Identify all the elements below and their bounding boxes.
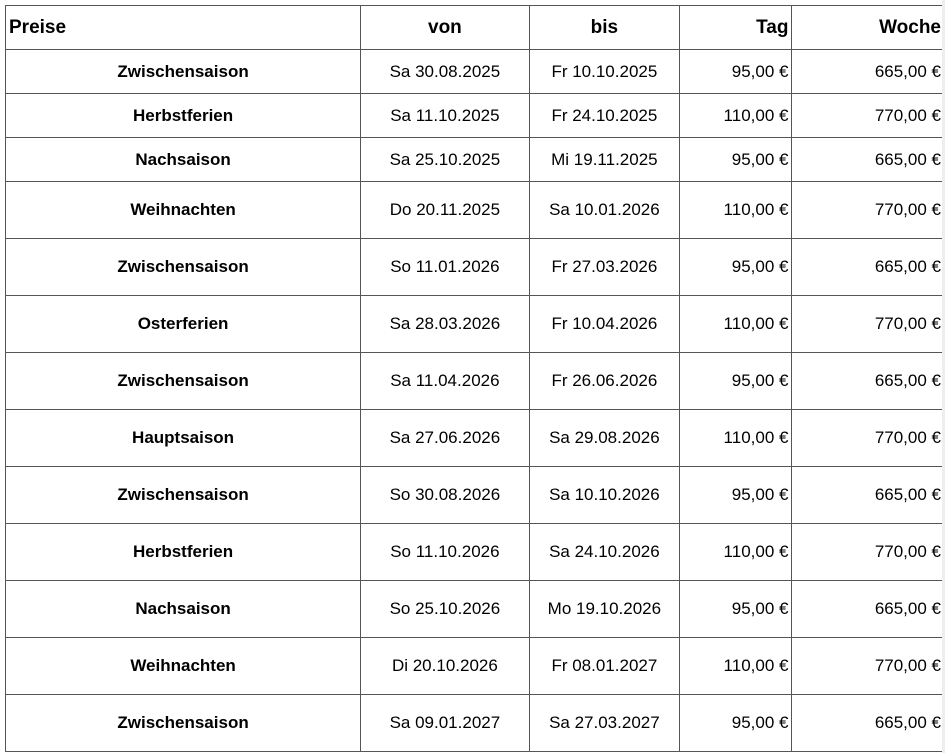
table-row — [6, 138, 945, 182]
day-price-cell[interactable]: 110,00 € — [680, 638, 792, 695]
from-date-cell[interactable]: Do 20.11.2025 — [361, 182, 530, 239]
table-row — [6, 410, 945, 467]
from-date-cell[interactable]: Sa 30.08.2025 — [361, 50, 530, 94]
to-date-cell[interactable]: Sa 24.10.2026 — [529, 524, 679, 581]
week-price-cell[interactable]: 770,00 € — [792, 94, 945, 138]
to-date-cell[interactable]: Mo 19.10.2026 — [529, 581, 679, 638]
week-price-cell[interactable]: 665,00 € — [792, 581, 945, 638]
week-price-cell[interactable]: 770,00 € — [792, 296, 945, 353]
season-cell[interactable]: Nachsaison — [6, 581, 361, 638]
from-date-cell[interactable]: Sa 11.04.2026 — [361, 353, 530, 410]
season-cell[interactable]: Zwischensaison — [6, 50, 361, 94]
to-date-cell[interactable]: Fr 26.06.2026 — [529, 353, 679, 410]
table-row — [6, 695, 945, 752]
to-date-cell[interactable]: Fr 08.01.2027 — [529, 638, 679, 695]
to-date-cell[interactable]: Fr 10.04.2026 — [529, 296, 679, 353]
from-date-cell[interactable]: So 11.10.2026 — [361, 524, 530, 581]
to-date-cell[interactable]: Sa 29.08.2026 — [529, 410, 679, 467]
to-date-cell[interactable]: Sa 10.10.2026 — [529, 467, 679, 524]
table-row — [6, 581, 945, 638]
day-price-cell[interactable]: 110,00 € — [680, 524, 792, 581]
day-price-cell[interactable]: 95,00 € — [680, 467, 792, 524]
header-tag[interactable]: Tag — [680, 6, 792, 50]
from-date-cell[interactable]: Di 20.10.2026 — [361, 638, 530, 695]
from-date-cell[interactable]: Sa 28.03.2026 — [361, 296, 530, 353]
day-price-cell[interactable]: 95,00 € — [680, 239, 792, 296]
season-cell[interactable]: Nachsaison — [6, 138, 361, 182]
day-price-cell[interactable]: 110,00 € — [680, 296, 792, 353]
week-price-cell[interactable]: 665,00 € — [792, 467, 945, 524]
to-date-cell[interactable]: Sa 27.03.2027 — [529, 695, 679, 752]
week-price-cell[interactable]: 665,00 € — [792, 138, 945, 182]
week-price-cell[interactable]: 665,00 € — [792, 695, 945, 752]
table-row — [6, 239, 945, 296]
from-date-cell[interactable]: So 11.01.2026 — [361, 239, 530, 296]
season-cell[interactable]: Zwischensaison — [6, 239, 361, 296]
week-price-cell[interactable]: 770,00 € — [792, 638, 945, 695]
table-row — [6, 638, 945, 695]
week-price-cell[interactable]: 770,00 € — [792, 524, 945, 581]
season-cell[interactable]: Herbstferien — [6, 94, 361, 138]
season-cell[interactable]: Hauptsaison — [6, 410, 361, 467]
table-row — [6, 94, 945, 138]
to-date-cell[interactable]: Mi 19.11.2025 — [529, 138, 679, 182]
table-row — [6, 296, 945, 353]
to-date-cell[interactable]: Sa 10.01.2026 — [529, 182, 679, 239]
week-price-cell[interactable]: 770,00 € — [792, 410, 945, 467]
day-price-cell[interactable]: 95,00 € — [680, 353, 792, 410]
season-cell[interactable]: Zwischensaison — [6, 353, 361, 410]
from-date-cell[interactable]: So 30.08.2026 — [361, 467, 530, 524]
season-cell[interactable]: Zwischensaison — [6, 695, 361, 752]
from-date-cell[interactable]: Sa 09.01.2027 — [361, 695, 530, 752]
day-price-cell[interactable]: 95,00 € — [680, 138, 792, 182]
price-table — [5, 5, 945, 752]
week-price-cell[interactable]: 665,00 € — [792, 50, 945, 94]
table-row — [6, 353, 945, 410]
season-cell[interactable]: Herbstferien — [6, 524, 361, 581]
table-row — [6, 524, 945, 581]
from-date-cell[interactable]: Sa 25.10.2025 — [361, 138, 530, 182]
season-cell[interactable]: Zwischensaison — [6, 467, 361, 524]
week-price-cell[interactable]: 770,00 € — [792, 182, 945, 239]
to-date-cell[interactable]: Fr 24.10.2025 — [529, 94, 679, 138]
day-price-cell[interactable]: 95,00 € — [680, 50, 792, 94]
to-date-cell[interactable]: Fr 10.10.2025 — [529, 50, 679, 94]
day-price-cell[interactable]: 95,00 € — [680, 695, 792, 752]
week-price-cell[interactable]: 665,00 € — [792, 353, 945, 410]
season-cell[interactable]: Osterferien — [6, 296, 361, 353]
table-row — [6, 467, 945, 524]
to-date-cell[interactable]: Fr 27.03.2026 — [529, 239, 679, 296]
header-row — [6, 6, 945, 50]
day-price-cell[interactable]: 110,00 € — [680, 410, 792, 467]
table-row — [6, 50, 945, 94]
from-date-cell[interactable]: Sa 27.06.2026 — [361, 410, 530, 467]
header-woche[interactable]: Woche — [792, 6, 945, 50]
from-date-cell[interactable]: Sa 11.10.2025 — [361, 94, 530, 138]
header-bis[interactable]: bis — [529, 6, 679, 50]
day-price-cell[interactable]: 95,00 € — [680, 581, 792, 638]
table-row — [6, 182, 945, 239]
week-price-cell[interactable]: 665,00 € — [792, 239, 945, 296]
season-cell[interactable]: Weihnachten — [6, 638, 361, 695]
day-price-cell[interactable]: 110,00 € — [680, 182, 792, 239]
season-cell[interactable]: Weihnachten — [6, 182, 361, 239]
header-von[interactable]: von — [361, 6, 530, 50]
day-price-cell[interactable]: 110,00 € — [680, 94, 792, 138]
from-date-cell[interactable]: So 25.10.2026 — [361, 581, 530, 638]
header-preise[interactable]: Preise — [6, 6, 361, 50]
